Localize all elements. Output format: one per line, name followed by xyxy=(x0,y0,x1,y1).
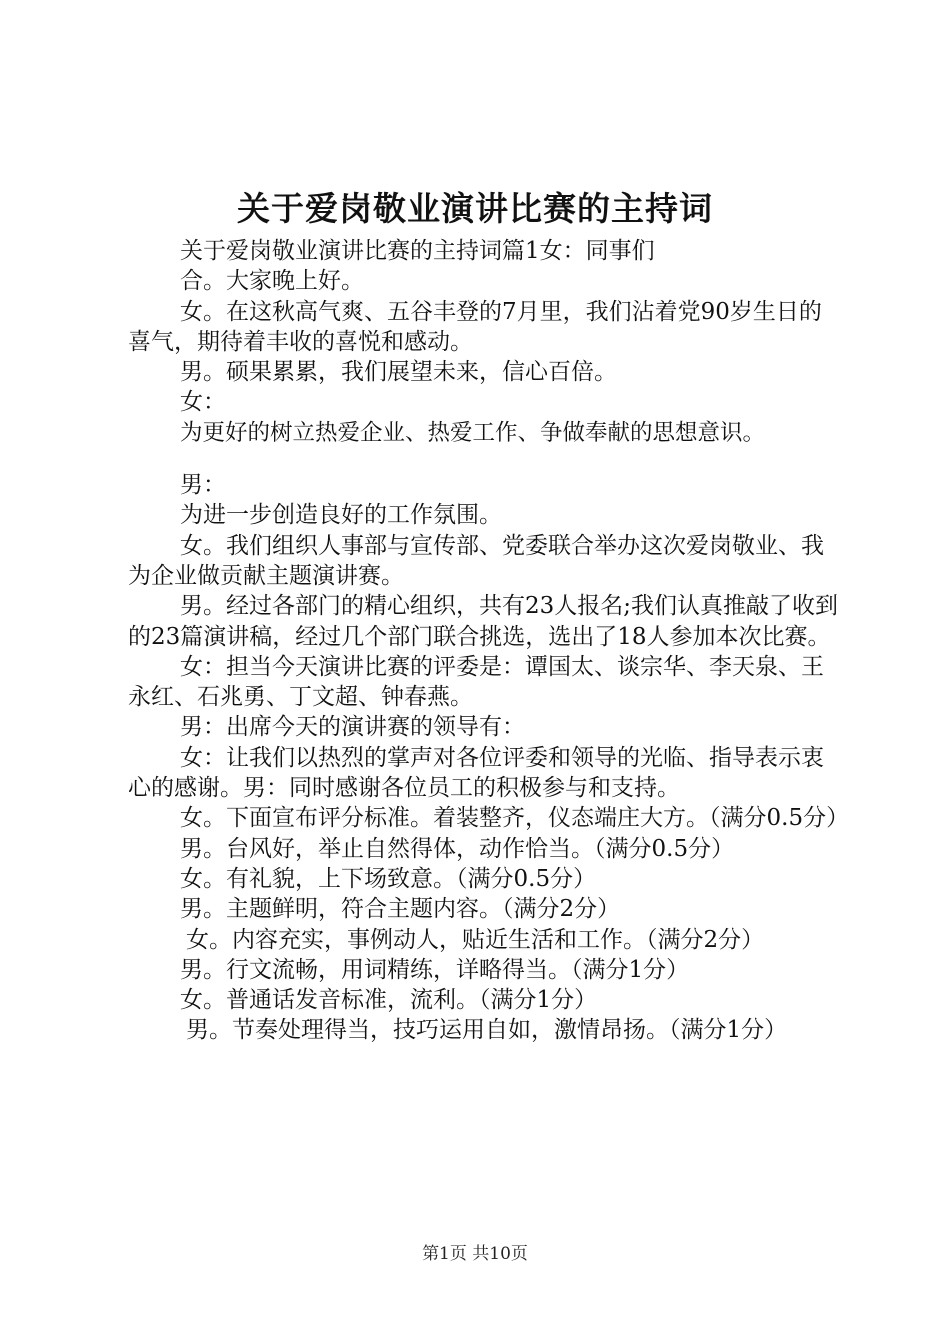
paragraph-1: 关于爱岗敬业演讲比赛的主持词篇1女：同事们 xyxy=(180,238,655,264)
paragraph-6: 为更好的树立热爱企业、热爱工作、争做奉献的思想意识。 xyxy=(180,419,766,446)
paragraph-12: 男：出席今天的演讲赛的领导有： xyxy=(180,714,525,741)
document-title: 关于爱岗敬业演讲比赛的主持词 xyxy=(237,189,713,228)
paragraph-13: 女：让我们以热烈的掌声对各位评委和领导的光临、指导表示衷心的感谢。男：同时感谢各位员工的积极参与和支持。 xyxy=(128,744,824,802)
paragraph-5: 女： xyxy=(180,389,226,416)
paragraph-3: 女。在这秋高气爽、五谷丰登的7月里，我们沾着党90岁生日的喜气，期待着丰收的喜悦和感动。 xyxy=(128,298,822,355)
paragraph-19: 男。行文流畅，用词精练，详略得当。（满分1分） xyxy=(180,956,690,983)
paragraph-18: 女。内容充实，事例动人，贴近生活和工作。（满分2分） xyxy=(186,926,765,953)
paragraph-11: 女：担当今天演讲比赛的评委是：谭国太、谈宗华、李天泉、王永红、石兆勇、丁文超、钟春燕。 xyxy=(128,653,824,711)
paragraph-14: 女。下面宣布评分标准。着装整齐，仪态端庄大方。（满分0.5分） xyxy=(180,805,850,832)
paragraph-7: 男： xyxy=(180,472,226,499)
paragraph-8: 为进一步创造良好的工作氛围。 xyxy=(180,502,502,529)
paragraph-20: 女。普通话发音标准，流利。（满分1分） xyxy=(180,987,598,1014)
paragraph-4: 男。硕果累累，我们展望未来，信心百倍。 xyxy=(180,359,617,386)
paragraph-17: 男。主题鲜明，符合主题内容。（满分2分） xyxy=(180,896,621,923)
paragraph-gap xyxy=(128,448,838,470)
paragraph-9: 女。我们组织人事部与宣传部、党委联合举办这次爱岗敬业、我为企业做贡献主题演讲赛。 xyxy=(128,532,824,589)
paragraph-16: 女。有礼貌，上下场致意。（满分0.5分） xyxy=(180,865,597,892)
paragraph-15: 男。台风好，举止自然得体，动作恰当。（满分0.5分） xyxy=(180,835,735,862)
paragraph-10: 男。经过各部门的精心组织，共有23人报名;我们认真推敲了收到的23篇演讲稿，经过几个部门联合挑选，选出了18人参加本次比赛。 xyxy=(128,593,839,650)
page-footer: 第1页 共10页 xyxy=(422,1244,528,1264)
paragraph-21: 男。节奏处理得当，技巧运用自如，激情昂扬。（满分1分） xyxy=(186,1017,788,1044)
paragraph-2: 合。大家晚上好。 xyxy=(180,268,364,295)
document-body xyxy=(128,236,850,1046)
